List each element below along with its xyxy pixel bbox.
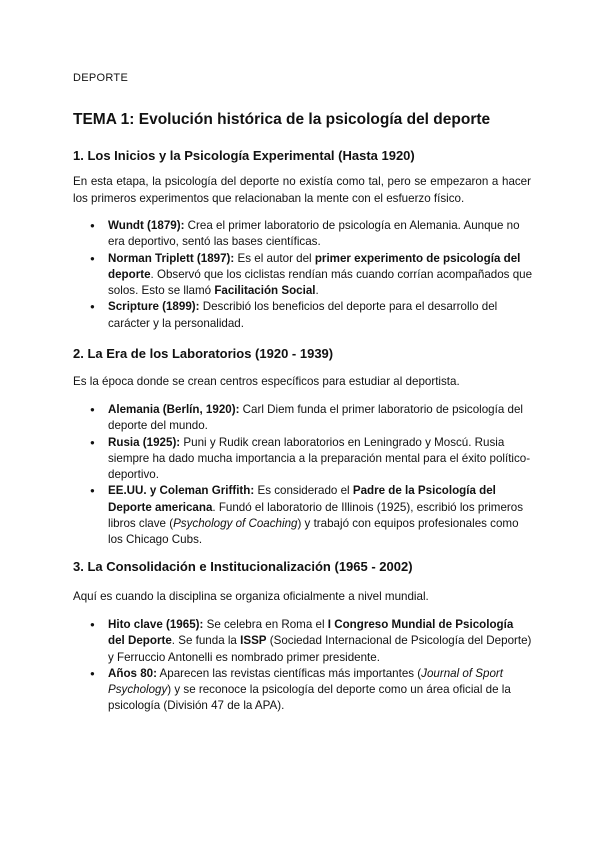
bullet-list	[73, 402, 533, 549]
document-title: TEMA 1: Evolución histórica de la psicología del deporte	[73, 111, 491, 128]
section-heading: 3. La Consolidación e Institucionalización (1965 - 2002)	[73, 559, 413, 574]
section-intro: Aquí es cuando la disciplina se organiza oficialmente a nivel mundial.	[73, 590, 429, 603]
list-item: ● Wundt (1879): Crea el primer laboratorio de psicología en Alemania. Aunque no era deportivo, sentó las bases científicas.	[73, 218, 533, 251]
bullet-list	[73, 218, 533, 332]
list-item: ● Rusia (1925): Puni y Rudik crean laboratorios en Leningrado y Moscú. Rusia siempre ha dado mucha importancia a la preparación mental para el éxito político-deportivo.	[73, 435, 533, 484]
list-item: ● Norman Triplett (1897): Es el autor del primer experimento de psicología del deporte. Observó que los ciclistas rendían más cuando corrían acompañados que solos. Esto se llamó Facilitación Social.	[73, 251, 533, 300]
list-item: ● Años 80: Aparecen las revistas científicas más importantes (Journal of Sport Psychology) y se reconoce la psicología del deporte como un área oficial de la psicología (División 47 de la APA).	[73, 666, 533, 715]
section-intro: Es la época donde se crean centros específicos para estudiar al deportista.	[73, 375, 460, 388]
section-heading: 1. Los Inicios y la Psicología Experimental (Hasta 1920)	[73, 148, 415, 163]
list-item: ● Alemania (Berlín, 1920): Carl Diem funda el primer laboratorio de psicología del deporte del mundo.	[73, 402, 533, 435]
list-item: ● Hito clave (1965): Se celebra en Roma el I Congreso Mundial de Psicología del Deporte. Se funda la ISSP (Sociedad Internacional de Psicología del Deporte) y Ferruccio Antonelli es nombrado primer presidente.	[73, 617, 533, 666]
page-header: DEPORTE	[73, 72, 129, 84]
section-intro: En esta etapa, la psicología del deporte no existía como tal, pero se empezaron a hacer los primeros experimentos que relacionaban la mente con el esfuerzo físico.	[73, 175, 531, 205]
section-heading: 2. La Era de los Laboratorios (1920 - 1939)	[73, 346, 334, 361]
list-item: ● Scripture (1899): Describió los beneficios del deporte para el desarrollo del carácter y la personalidad.	[73, 299, 533, 332]
bullet-list	[73, 617, 533, 715]
list-item: ● EE.UU. y Coleman Griffith: Es considerado el Padre de la Psicología del Deporte americana. Fundó el laboratorio de Illinois (1925), escribió los primeros libros clave (Psychology of Coaching) y trabajó con equipos profesionales como los Chicago Cubs.	[73, 483, 533, 548]
